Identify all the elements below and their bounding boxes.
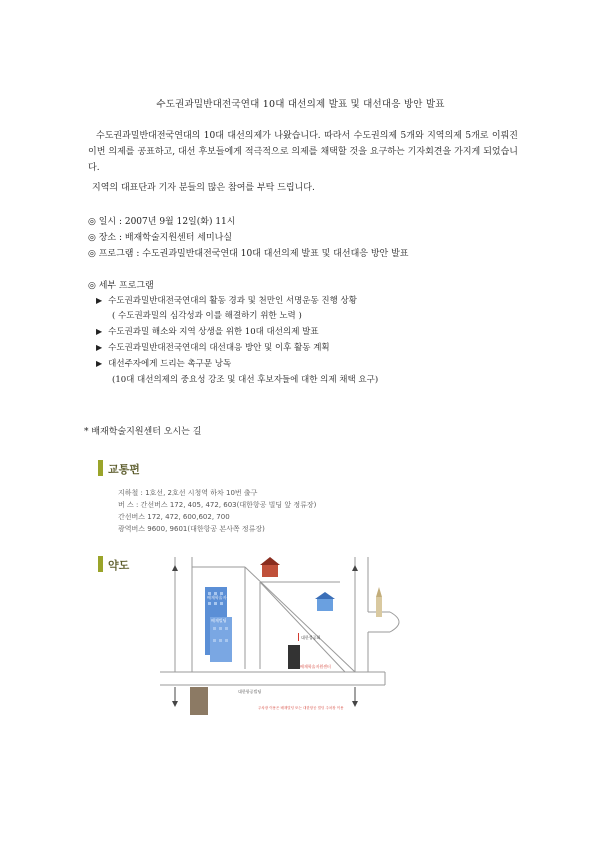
info-date: ◎ 일시 : 2007년 9월 12일(화) 11시 xyxy=(88,217,236,227)
map-landmark-flag xyxy=(298,633,320,641)
document-title: 수도권과밀반대전국연대 10대 대선의제 발표 및 대선대응 방안 발표 xyxy=(156,99,445,110)
location-map xyxy=(150,557,470,732)
blue-building-label-2: 배재빌딩 xyxy=(211,618,227,623)
map-heading: 약도 xyxy=(108,559,130,572)
transport-bus: 버 스 : 간선버스 172, 405, 472, 603(대한항공 빌딩 앞 정류장) xyxy=(118,501,317,509)
directions-note: * 배재학술지원센터 오시는 길 xyxy=(84,427,202,437)
blue-building-label-1: 배재학술지원센터 xyxy=(207,595,238,600)
map-house-blue xyxy=(315,592,335,611)
program-item-note: (10대 대선의제의 중요성 강조 및 대선 후보자들에 대한 의제 채택 요구) xyxy=(112,375,379,385)
info-place: ◎ 장소 : 배재학술지원센터 세미나실 xyxy=(88,233,233,243)
transport-heading: 교통편 xyxy=(108,463,140,476)
red-note: 배재학술지원센터 xyxy=(300,664,331,669)
map-building-bottom xyxy=(190,687,208,715)
arrow-icon: ▶ xyxy=(96,359,103,368)
map-roads xyxy=(160,557,399,685)
map-house-red xyxy=(260,557,280,577)
transport-trunk-bus: 간선버스 172, 472, 600,602, 700 xyxy=(118,513,230,521)
bottom-building-label: 대한항공빌딩 xyxy=(238,689,262,694)
program-item: ▶ 수도권과밀 해소와 지역 상생을 위한 10대 대선의제 발표 xyxy=(96,327,319,337)
intro-paragraph: 수도권과밀반대전국연대의 10대 대선의제가 나왔습니다. 따라서 수도권의제 5개와 지역의제 5개로 이뤄진 이번 의제를 공표하고, 대선 후보들에게 적극적으로 의제를 채택할 것을 요구하는 기자회견을 가지게 되었습니다. xyxy=(88,131,518,173)
map-accent-bar xyxy=(98,556,103,572)
detail-program-heading: ◎ 세부 프로그램 xyxy=(88,281,154,291)
arrow-icon: ▶ xyxy=(96,296,103,305)
arrow-icon: ▶ xyxy=(96,343,103,352)
map-church xyxy=(376,587,382,617)
transport-subway: 지하철 : 1호선, 2호선 시청역 하차 10번 출구 xyxy=(118,489,258,497)
invite-line: 지역의 대표단과 기자 분들의 많은 참여를 부탁 드립니다. xyxy=(92,183,315,193)
program-item: ▶ 대선주자에게 드리는 촉구문 낭독 xyxy=(96,359,232,369)
program-item: ▶ 수도권과밀반대전국연대의 대선대응 방안 및 이후 활동 계획 xyxy=(96,343,330,353)
transport-express-bus: 광역버스 9600, 9601(대한항공 본사쪽 정류장) xyxy=(118,525,265,533)
landmark-label: 대한성공회 xyxy=(301,635,321,640)
map-building-blue xyxy=(205,587,238,662)
arrow-icon: ▶ xyxy=(96,327,103,336)
parking-note: 주차장 이용은 배재빌딩 또는 대한항공 빌딩 주차장 이용 xyxy=(258,706,344,710)
program-item-note: ( 수도권과밀의 심각성과 이를 해결하기 위한 노력 ) xyxy=(112,311,302,321)
info-program: ◎ 프로그램 : 수도권과밀반대전국연대 10대 대선의제 발표 및 대선대응 방안 발표 xyxy=(88,249,409,259)
transport-accent-bar xyxy=(98,460,103,476)
program-item: ▶ 수도권과밀반대전국연대의 활동 경과 및 천만인 서명운동 진행 상황 xyxy=(96,296,357,306)
map-building-dark xyxy=(288,645,300,669)
